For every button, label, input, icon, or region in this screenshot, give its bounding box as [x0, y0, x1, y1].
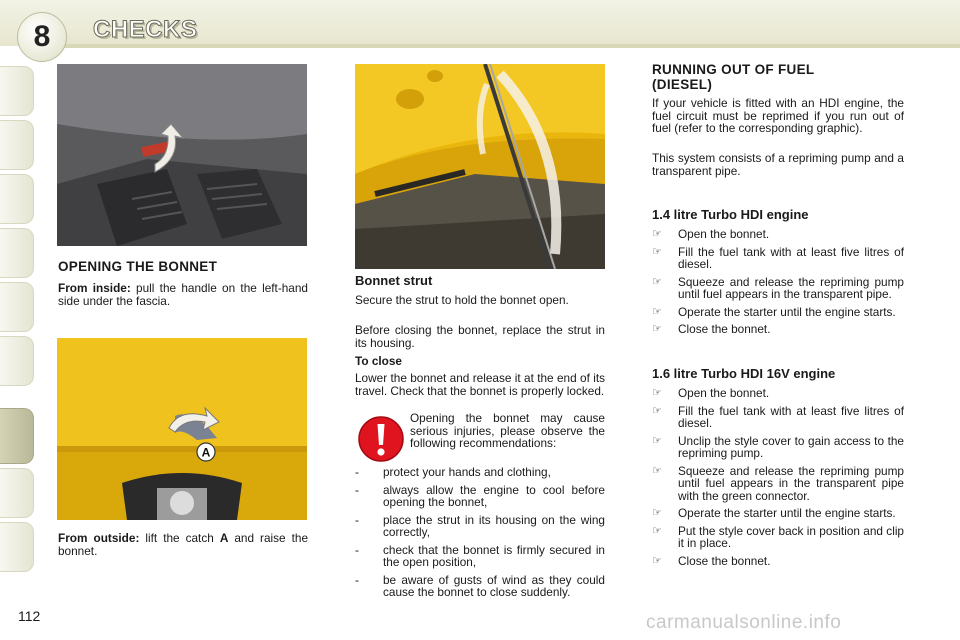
list-item: ☞ Unclip the style cover to gain access to the repriming pump.: [652, 433, 904, 460]
dash-marker: -: [355, 512, 359, 527]
page-title: CHECKS: [93, 16, 198, 43]
list-item: - be aware of gusts of wind as they could cause the bonnet to close suddenly.: [355, 572, 605, 599]
dash-marker: -: [355, 482, 359, 497]
interior-release-photo: [57, 64, 307, 246]
pointing-hand-icon: ☞: [652, 386, 662, 399]
from-outside-body-2: and raise the bonnet.: [58, 531, 309, 558]
strut-para-1: Secure the strut to hold the bonnet open.: [355, 293, 569, 307]
side-tab-9[interactable]: [0, 522, 34, 572]
list-item: ☞ Operate the starter until the engine starts.: [652, 506, 896, 520]
pointing-hand-icon: ☞: [652, 506, 662, 519]
list-item: - check that the bonnet is firmly secured in the open position,: [355, 542, 605, 569]
from-inside-text: [58, 282, 308, 307]
engine-1-6-heading: 1.6 litre Turbo HDI 16V engine: [652, 366, 836, 381]
side-tab-1[interactable]: [0, 66, 34, 116]
list-item: ☞ Operate the starter until the engine starts.: [652, 304, 896, 319]
pointing-hand-icon: ☞: [652, 227, 662, 240]
from-outside-body-1: lift the catch: [145, 531, 214, 545]
list-item: ☞ Squeeze and release the repriming pump until fuel appears in the transparent pipe with the green connector.: [652, 463, 904, 503]
engine-1-4-heading: 1.4 litre Turbo HDI engine: [652, 207, 809, 222]
pointing-hand-icon: ☞: [652, 244, 662, 258]
engine-1-6-steps: [652, 387, 904, 572]
list-item: ☞ Close the bonnet.: [652, 322, 771, 336]
warning-list: [355, 466, 605, 604]
side-tab-6[interactable]: [0, 336, 34, 386]
list-item: - place the strut in its housing on the wing correctly,: [355, 512, 605, 539]
side-tab-checks[interactable]: [0, 408, 34, 464]
catch-letter: A: [219, 531, 229, 545]
page-number: 112: [18, 608, 41, 624]
header-rule: [60, 44, 960, 48]
side-tab-3[interactable]: [0, 174, 34, 224]
from-outside-label: From outside:: [58, 531, 140, 545]
fuel-para-1: If your vehicle is fitted with an HDI engine, the fuel circuit must be reprimed if you run out of fuel (refer to the corresponding graphic).: [652, 96, 904, 135]
pointing-hand-icon: ☞: [652, 274, 662, 288]
warning-icon: [357, 415, 405, 463]
pointing-hand-icon: ☞: [652, 523, 662, 537]
list-item: - protect your hands and clothing,: [355, 465, 551, 479]
from-inside-body: pull the handle on the left-hand side under the fascia.: [58, 281, 308, 308]
side-tab-5[interactable]: [0, 282, 34, 332]
list-item: ☞ Close the bonnet.: [652, 553, 771, 568]
from-inside-label: From inside:: [58, 281, 131, 295]
running-out-heading: RUNNING OUT OF FUEL (DIESEL): [652, 62, 815, 92]
warning-text: Opening the bonnet may cause serious injuries, please observe the following recommendations:: [410, 411, 605, 450]
list-item: ☞ Put the style cover back in position and clip it in place.: [652, 523, 904, 550]
chapter-number: 8: [33, 20, 51, 53]
engine-1-4-steps: [652, 228, 904, 341]
pointing-hand-icon: ☞: [652, 553, 662, 567]
bonnet-strut-photo: [355, 64, 605, 269]
list-item: ☞ Open the bonnet.: [652, 386, 770, 400]
chapter-badge: [17, 12, 67, 62]
pointing-hand-icon: ☞: [652, 403, 662, 417]
list-item: ☞ Fill the fuel tank with at least five litres of diesel.: [652, 244, 904, 271]
list-item: ☞ Squeeze and release the repriming pump until fuel appears in the transparent pipe.: [652, 274, 904, 301]
watermark: carmanualsonline.info: [646, 612, 842, 633]
dash-marker: -: [355, 572, 359, 587]
side-tab-8[interactable]: [0, 468, 34, 518]
catch-photo-label: A: [201, 445, 211, 460]
list-item: ☞ Fill the fuel tank with at least five litres of diesel.: [652, 403, 904, 430]
list-item: ☞ Open the bonnet.: [652, 227, 770, 241]
from-outside-text: [58, 532, 308, 557]
side-tab-2[interactable]: [0, 120, 34, 170]
pointing-hand-icon: ☞: [652, 463, 662, 477]
strut-para-3: Lower the bonnet and release it at the end of its travel. Check that the bonnet is properly locked.: [355, 371, 605, 398]
side-tab-4[interactable]: [0, 228, 34, 278]
exterior-catch-photo: [57, 338, 307, 520]
to-close-label: To close: [355, 354, 402, 368]
opening-bonnet-heading: OPENING THE BONNET: [58, 259, 218, 274]
dash-marker: -: [355, 465, 359, 479]
dash-marker: -: [355, 542, 359, 557]
pointing-hand-icon: ☞: [652, 322, 662, 335]
strut-para-2: Before closing the bonnet, replace the strut in its housing.: [355, 323, 605, 350]
fuel-para-2: This system consists of a repriming pump and a transparent pipe.: [652, 151, 904, 178]
pointing-hand-icon: ☞: [652, 304, 662, 318]
bonnet-strut-heading: Bonnet strut: [355, 273, 433, 288]
list-item: - always allow the engine to cool before opening the bonnet,: [355, 482, 605, 509]
pointing-hand-icon: ☞: [652, 433, 662, 447]
